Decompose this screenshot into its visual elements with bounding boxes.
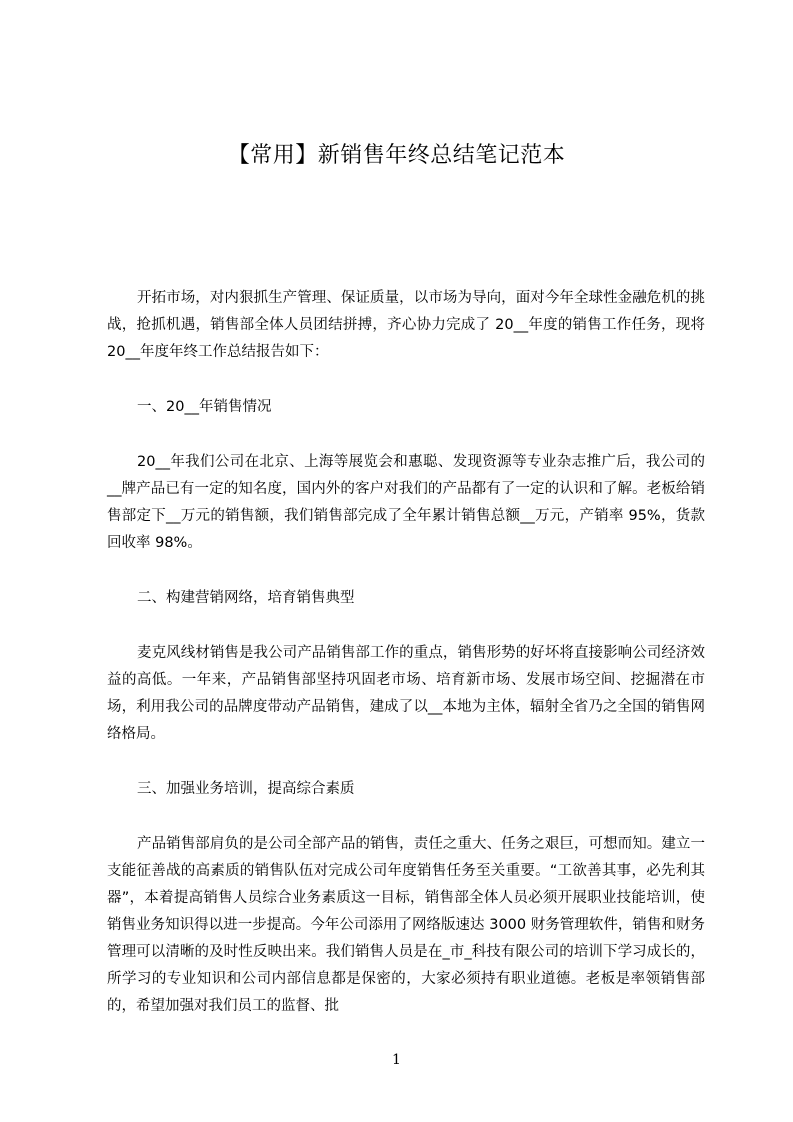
section-3-heading: 三、加强业务培训，提高综合素质: [137, 781, 355, 797]
section-2-paragraph: 麦克风线材销售是我公司产品销售部工作的重点，销售形势的好坏将直接影响公司经济效益的高低。一年来，产品销售部坚持巩固老市场、培育新市场、发展市场空间、挖掘潜在市场，利用我公司的品牌度带动产品销售，建成了以__本地为主体，辐射全省乃之全国的销售网络格局。: [107, 645, 705, 742]
section-1-paragraph: 20__年我们公司在北京、上海等展览会和惠聪、发现资源等专业杂志推广后，我公司的__牌产品已有一定的知名度，国内外的客户对我们的产品都有了一定的认识和了解。老板给销售部定下__万元的销售额，我们销售部完成了全年累计销售总额__万元，产销率 95%，货款回收率 98%。: [107, 454, 705, 551]
page-number: 1: [392, 1052, 401, 1068]
document-body: [107, 285, 705, 1048]
section-2-heading: 二、构建营销网络，培育销售典型: [137, 590, 355, 606]
document-title: 【常用】新销售年终总结笔记范本: [227, 143, 566, 168]
section-3-paragraph: 产品销售部肩负的是公司全部产品的销售，责任之重大、任务之艰巨，可想而知。建立一支能征善战的高素质的销售队伍对完成公司年度销售任务至关重要。“工欲善其事，必先利其器”，本着提高销售人员综合业务素质这一目标，销售部全体人员必须开展职业技能培训，使销售业务知识得以进一步提高。今年公司添用了网络版速达 3000 财务管理软件，销售和财务管理可以清晰的及时性反映出来。我们销售人员是在_市_科技有限公司的培训下学习成长的，所学习的专业知识和公司内部信息都是保密的，大家必须持有职业道德。老板是率领销售部的，希望加强对我们员工的监督、批: [107, 836, 705, 1014]
intro-paragraph: 开拓市场，对内狠抓生产管理、保证质量，以市场为导向，面对今年全球性金融危机的挑战，抢抓机遇，销售部全体人员团结拼搏，齐心协力完成了 20__年度的销售工作任务，现将 20__年度年终工作总结报告如下：: [107, 290, 705, 360]
section-1-heading: 一、20__年销售情况: [137, 399, 272, 415]
